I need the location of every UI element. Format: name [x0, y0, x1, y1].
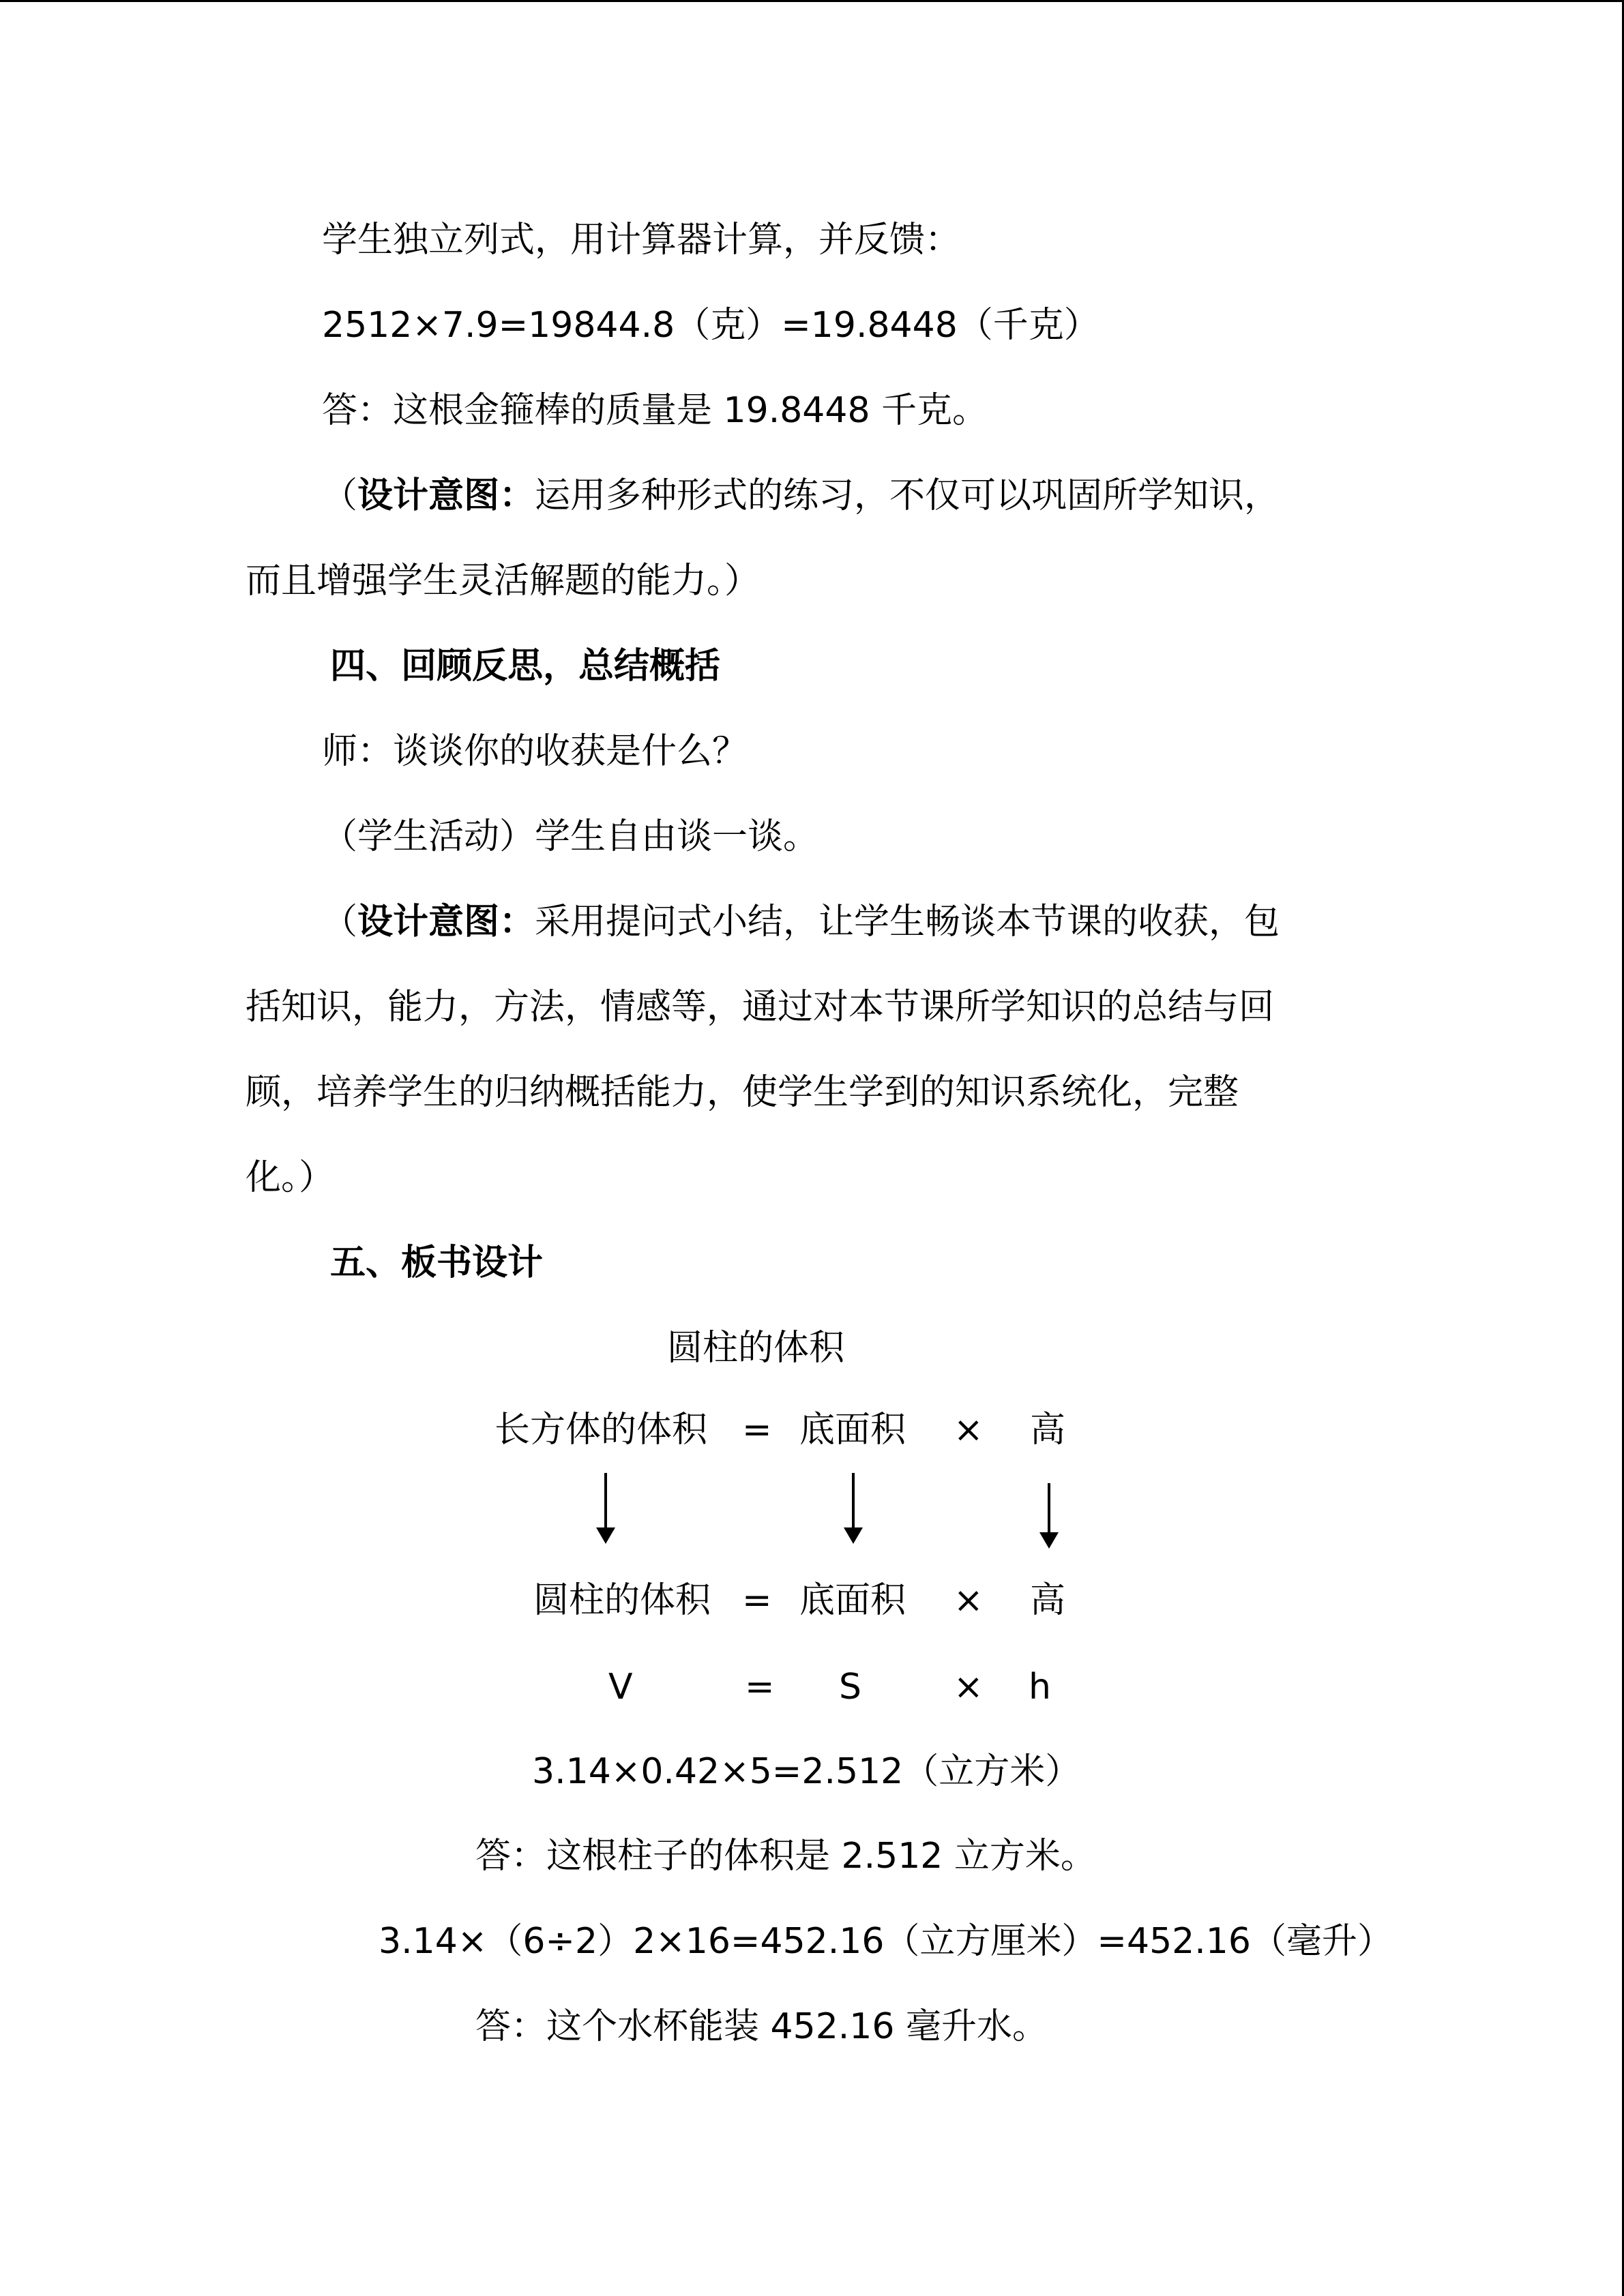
paragraph-design-intent-2-line3: 顾，培养学生的归纳概括能力，使学生学到的知识系统化，完整 [246, 1072, 1239, 1113]
board-row1-left: 长方体的体积 [494, 1410, 708, 1450]
paragraph-answer-1: 答：这根金箍棒的质量是 19.8448 千克。 [322, 390, 988, 431]
design-intent-text: 采用提问式小结，让学生畅谈本节课的收获，包 [535, 901, 1280, 942]
design-intent-label: 设计意图： [357, 475, 535, 516]
board-answer-2: 答：这个水杯能装 452.16 毫升水。 [475, 2006, 1048, 2047]
paragraph-design-intent-1-cont: 而且增强学生灵活解题的能力。） [246, 561, 761, 601]
board-row2-equals: = [742, 1580, 772, 1621]
board-answer-1: 答：这根柱子的体积是 2.512 立方米。 [475, 1836, 1096, 1877]
paragraph-teacher-question: 师：谈谈你的收获是什么？ [322, 731, 748, 772]
board-row1-mid: 底面积 [799, 1410, 906, 1450]
paragraph-design-intent-2-line4: 化。） [246, 1157, 335, 1198]
board-row3-times: × [954, 1667, 984, 1708]
board-row1-equals: = [742, 1410, 772, 1450]
paren-open: （ [322, 901, 358, 942]
board-row2-left: 圆柱的体积 [533, 1580, 711, 1621]
board-row1-times: × [954, 1410, 984, 1450]
paragraph-student-calculation: 学生独立列式，用计算器计算，并反馈： [322, 220, 961, 260]
paragraph-design-intent-2-line2: 括知识，能力，方法，情感等，通过对本节课所学知识的总结与回 [246, 987, 1275, 1028]
board-row2-times: × [954, 1580, 984, 1621]
down-arrow-icon [604, 1473, 607, 1529]
board-row3-right: h [1029, 1667, 1051, 1708]
down-arrow-icon [852, 1473, 855, 1529]
page-top-border [0, 0, 1624, 2]
board-calc-2: 3.14×（6÷2）2×16=452.16（立方厘米）=452.16（毫升） [379, 1921, 1393, 1962]
board-row2-right: 高 [1030, 1580, 1066, 1621]
board-title: 圆柱的体积 [667, 1328, 845, 1369]
design-intent-text: 运用多种形式的练习，不仅可以巩固所学知识， [535, 475, 1280, 516]
board-row2-mid: 底面积 [799, 1580, 906, 1621]
section-heading-4: 四、回顾反思，总结概括 [330, 646, 721, 687]
board-row3-left: V [608, 1667, 633, 1708]
paragraph-design-intent-1 [322, 474, 1280, 518]
paragraph-student-activity: （学生活动）学生自由谈一谈。 [322, 816, 819, 857]
paragraph-design-intent-2 [322, 900, 1280, 944]
board-row3-equals: = [745, 1667, 775, 1708]
board-row1-right: 高 [1030, 1410, 1066, 1450]
down-arrow-icon [1048, 1483, 1050, 1534]
board-row3-mid: S [839, 1667, 862, 1708]
board-calc-1: 3.14×0.42×5=2.512（立方米） [532, 1751, 1081, 1792]
section-heading-5: 五、板书设计 [330, 1242, 544, 1283]
paragraph-formula-1: 2512×7.9=19844.8（克）=19.8448（千克） [322, 305, 1099, 346]
design-intent-label: 设计意图： [357, 901, 535, 942]
paren-open: （ [322, 475, 358, 516]
